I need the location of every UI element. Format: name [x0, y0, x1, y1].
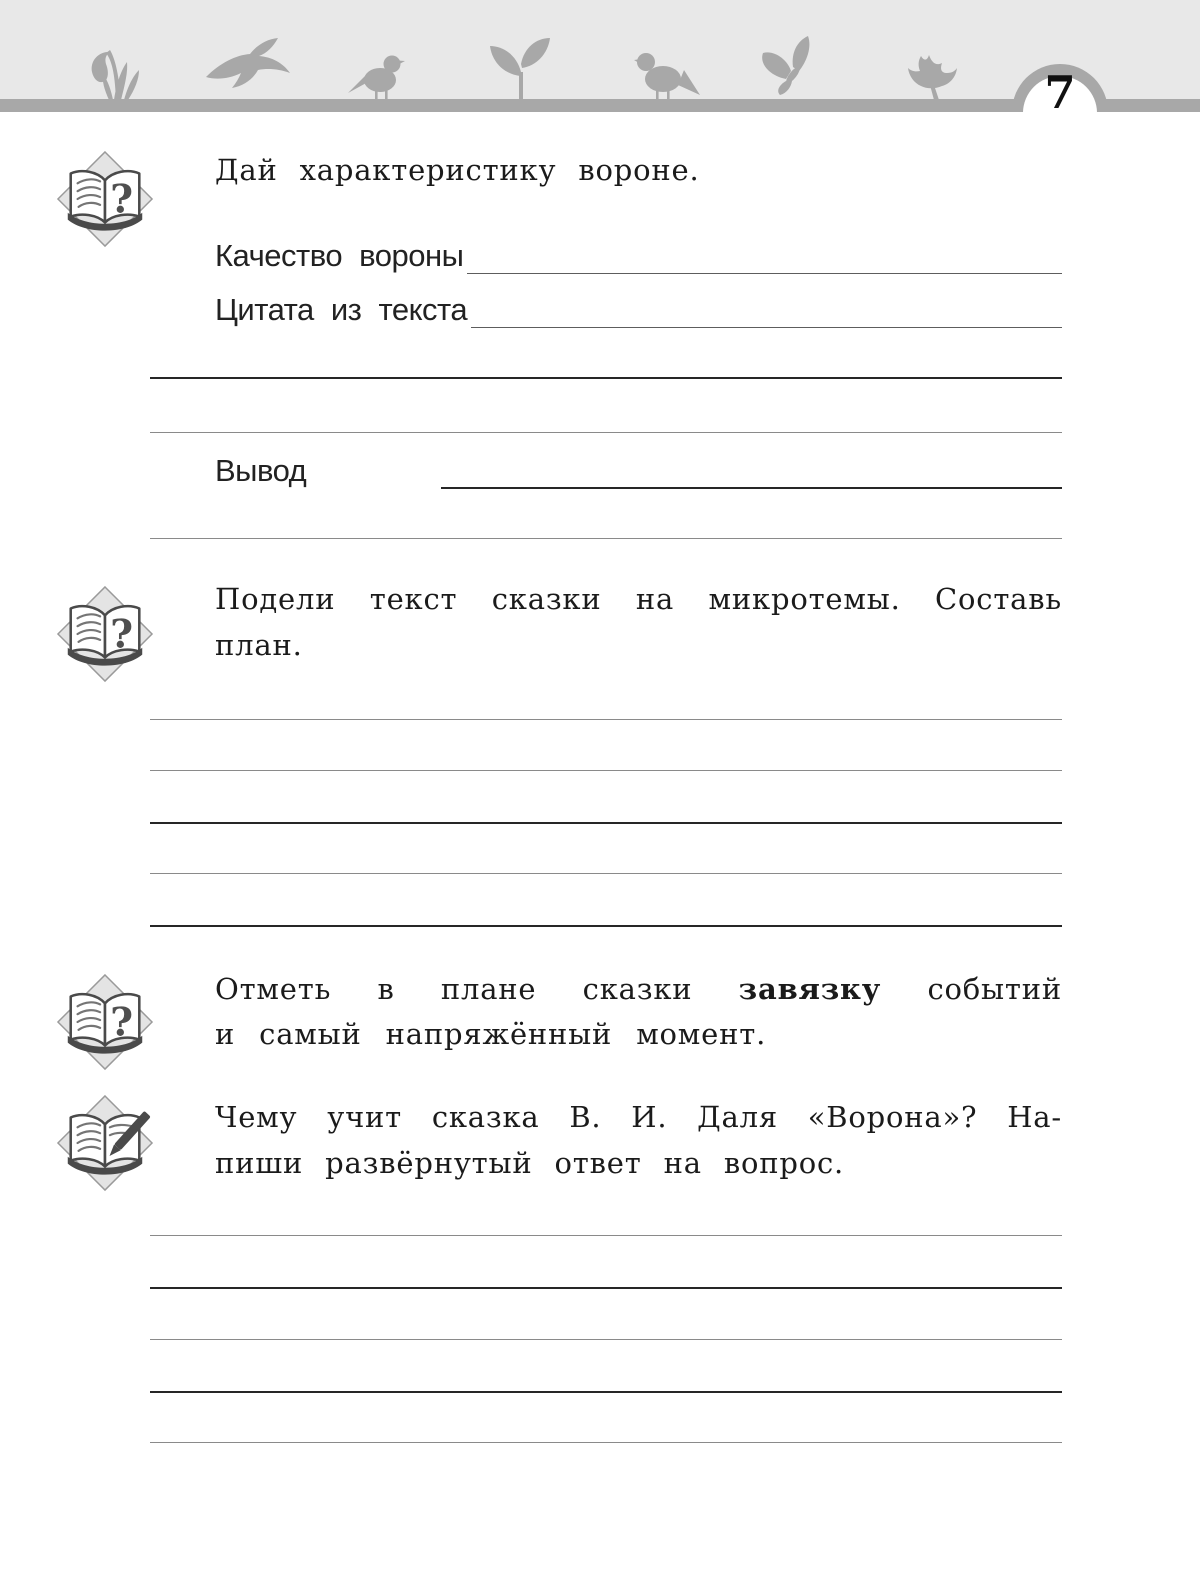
field-label: Качество вороны [215, 238, 464, 273]
page-header [0, 0, 1200, 112]
page-number: 7 [1044, 66, 1076, 112]
book-question-icon [56, 585, 154, 683]
header-band [0, 0, 1200, 100]
task3-text-line1 [215, 971, 1062, 1007]
answer-line [441, 453, 1062, 489]
question-mark-glyph: ? [110, 176, 134, 223]
writing-line [150, 770, 1062, 771]
task3-text-pre: Отметь в плане сказки [215, 972, 693, 1006]
task3-text-line2: и самый напряжённый момент. [215, 1017, 767, 1051]
writing-line [150, 377, 1062, 379]
book-question-icon [56, 973, 154, 1071]
task4-text-line2: пиши развёрнутый ответ на вопрос. [215, 1146, 845, 1180]
task2-text-line1: Подели текст сказки на микротемы. Составь [215, 582, 1062, 616]
task1-field-conclusion [215, 453, 1062, 489]
question-mark-glyph: ? [110, 999, 134, 1046]
writing-line [150, 873, 1062, 874]
writing-line [150, 1442, 1062, 1443]
answer-line [467, 239, 1062, 274]
writing-line [150, 432, 1062, 433]
writing-line [150, 1391, 1062, 1393]
task4-text-line1: Чему учит сказка В. И. Даля «Ворона»? На- [215, 1100, 1062, 1134]
book-question-icon [56, 150, 154, 248]
task1-prompt: Дай характеристику вороне. [215, 153, 700, 187]
field-label: Вывод [215, 453, 307, 488]
writing-line [150, 925, 1062, 927]
answer-line [471, 293, 1062, 328]
task1-field-quality [215, 238, 1062, 274]
book-pencil-icon [56, 1094, 154, 1192]
question-mark-glyph: ? [110, 611, 134, 658]
writing-line [150, 1235, 1062, 1236]
task3-text-bold: завязку [738, 972, 882, 1006]
writing-line [150, 719, 1062, 720]
writing-line [150, 538, 1062, 539]
writing-line [150, 822, 1062, 824]
task3-text-post: событий [927, 972, 1062, 1006]
writing-line [150, 1287, 1062, 1289]
writing-line [150, 1339, 1062, 1340]
field-label: Цитата из текста [215, 292, 468, 327]
task2-text-line2: план. [215, 628, 303, 662]
task1-field-quote [215, 292, 1062, 328]
